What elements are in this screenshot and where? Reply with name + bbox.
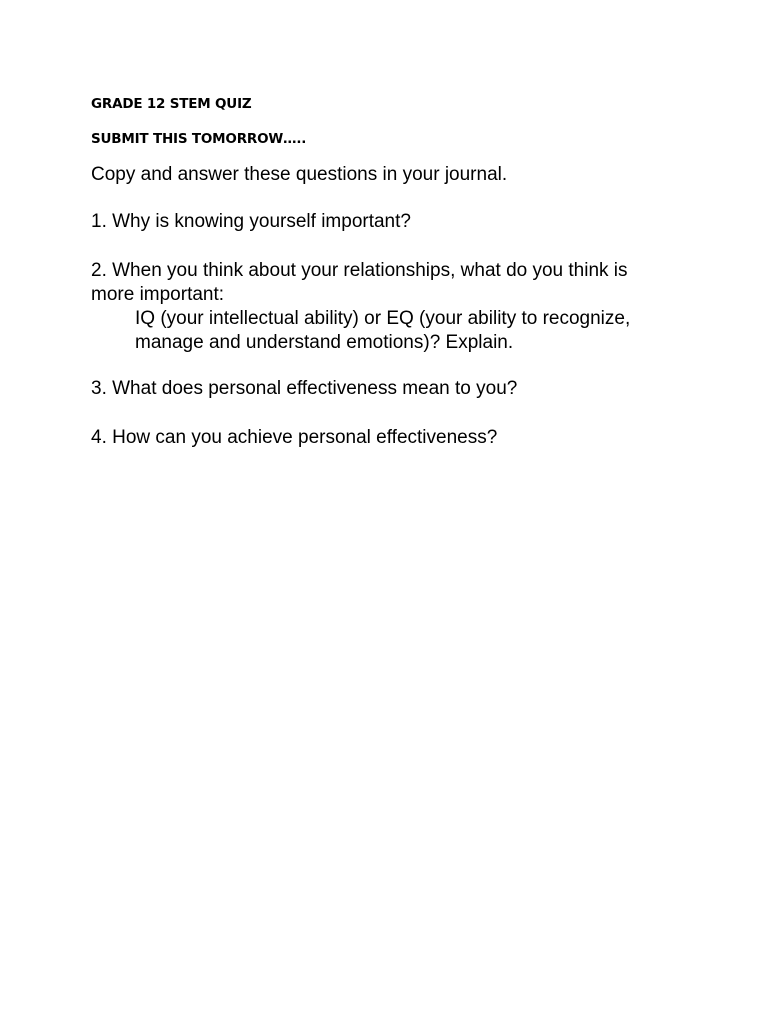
question-1: 1. Why is knowing yourself important? (91, 211, 411, 232)
question-2-line-3: IQ (your intellectual ability) or EQ (your ability to recognize, (135, 308, 631, 329)
instructions: Copy and answer these questions in your journal. (91, 164, 508, 185)
question-3: 3. What does personal effectiveness mean to you? (91, 378, 518, 399)
question-2-line-2: more important: (91, 284, 225, 305)
quiz-title: GRADE 12 STEM QUIZ (91, 96, 252, 112)
question-2-line-1: 2. When you think about your relationships, what do you think is (91, 260, 628, 281)
submission-note: SUBMIT THIS TOMORROW….. (91, 131, 307, 147)
question-4: 4. How can you achieve personal effectiveness? (91, 427, 498, 448)
question-2-line-4: manage and understand emotions)? Explain. (135, 332, 514, 353)
